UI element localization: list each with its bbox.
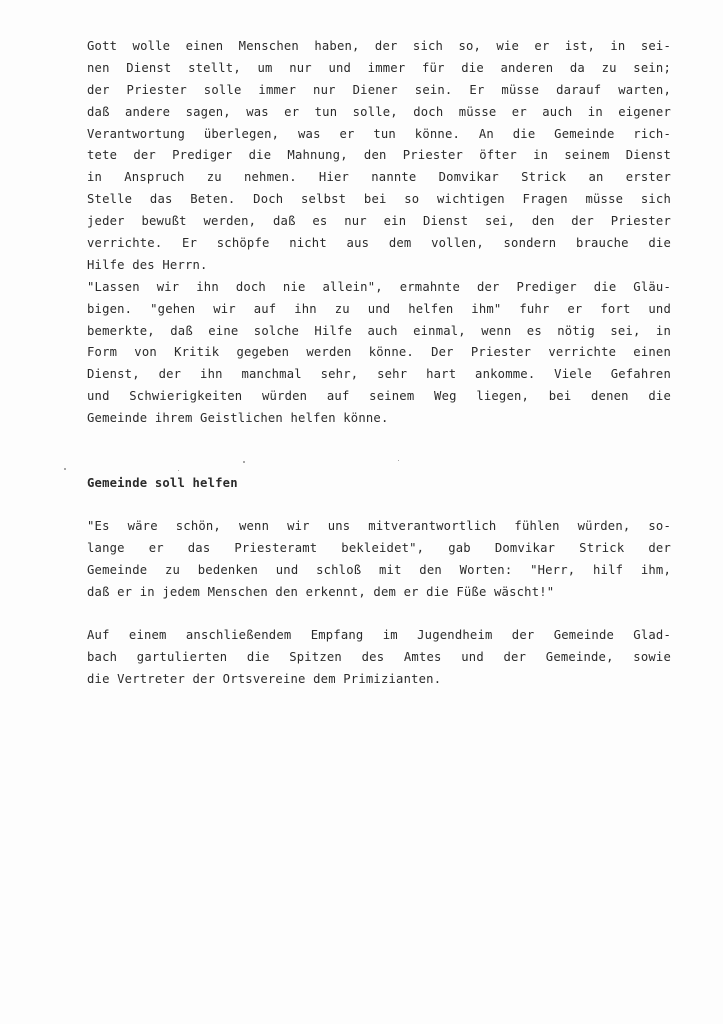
text-line: Auf einem anschließendem Empfang im Jugendheim der Gemeinde Glad- bbox=[87, 628, 671, 642]
section-heading: Gemeinde soll helfen bbox=[87, 476, 238, 490]
paragraph-sermon bbox=[87, 36, 671, 430]
text-line: in Anspruch zu nehmen. Hier nannte Domvikar Strick an erster bbox=[87, 170, 671, 185]
text-line: Gemeinde zu bedenken und schloß mit den Worten: "Herr, hilf ihm, bbox=[87, 562, 671, 577]
text-line: Verantwortung überlegen, was er tun könne. An die Gemeinde rich- bbox=[87, 126, 671, 141]
text-line: nen Dienst stellt, um nur und immer für die anderen da zu sein; bbox=[87, 60, 671, 75]
text-line: bemerkte, daß eine solche Hilfe auch einmal, wenn es nötig sei, in bbox=[87, 323, 671, 338]
scan-speck bbox=[64, 468, 66, 470]
text-line: Hilfe des Herrn. bbox=[87, 257, 208, 272]
text-line: jeder bewußt werden, daß es nur ein Dienst sei, den der Priester bbox=[87, 214, 671, 229]
text-line: bigen. "gehen wir auf ihn zu und helfen ihm" fuhr er fort und bbox=[87, 301, 671, 316]
text-line: Gemeinde ihrem Geistlichen helfen könne. bbox=[87, 411, 389, 426]
text-line: verrichte. Er schöpfe nicht aus dem vollen, sondern brauche die bbox=[87, 236, 671, 251]
text-line: lange er das Priesteramt bekleidet", gab Domvikar Strick der bbox=[87, 540, 671, 555]
text-line: daß er in jedem Menschen den erkennt, dem er die Füße wäscht!" bbox=[87, 584, 555, 599]
section-heading-block bbox=[87, 473, 671, 495]
text-line: Gott wolle einen Menschen haben, der sich so, wie er ist, in sei- bbox=[87, 39, 671, 53]
paragraph-quote bbox=[87, 516, 671, 604]
text-line: "Lassen wir ihn doch nie allein", ermahnte der Prediger die Gläu- bbox=[87, 279, 671, 294]
text-line: "Es wäre schön, wenn wir uns mitverantwortlich fühlen würden, so- bbox=[87, 519, 671, 533]
text-line: bach gartulierten die Spitzen des Amtes und der Gemeinde, sowie bbox=[87, 649, 671, 664]
text-line: und Schwierigkeiten würden auf seinem Weg liegen, bei denen die bbox=[87, 389, 671, 404]
text-line: der Priester solle immer nur Diener sein. Er müsse darauf warten, bbox=[87, 82, 671, 97]
text-line: die Vertreter der Ortsvereine dem Primizianten. bbox=[87, 671, 442, 686]
text-line: tete der Prediger die Mahnung, den Priester öfter in seinem Dienst bbox=[87, 148, 671, 163]
text-line: Form von Kritik gegeben werden könne. Der Priester verrichte einen bbox=[87, 345, 671, 360]
paragraph-reception bbox=[87, 625, 671, 691]
scan-speck bbox=[243, 461, 245, 463]
text-line: Stelle das Beten. Doch selbst bei so wichtigen Fragen müsse sich bbox=[87, 192, 671, 207]
scan-speck bbox=[398, 460, 399, 461]
text-line: Dienst, der ihn manchmal sehr, sehr hart ankomme. Viele Gefahren bbox=[87, 367, 671, 382]
scan-speck bbox=[178, 470, 179, 471]
text-line: daß andere sagen, was er tun solle, doch müsse er auch in eigener bbox=[87, 104, 671, 119]
